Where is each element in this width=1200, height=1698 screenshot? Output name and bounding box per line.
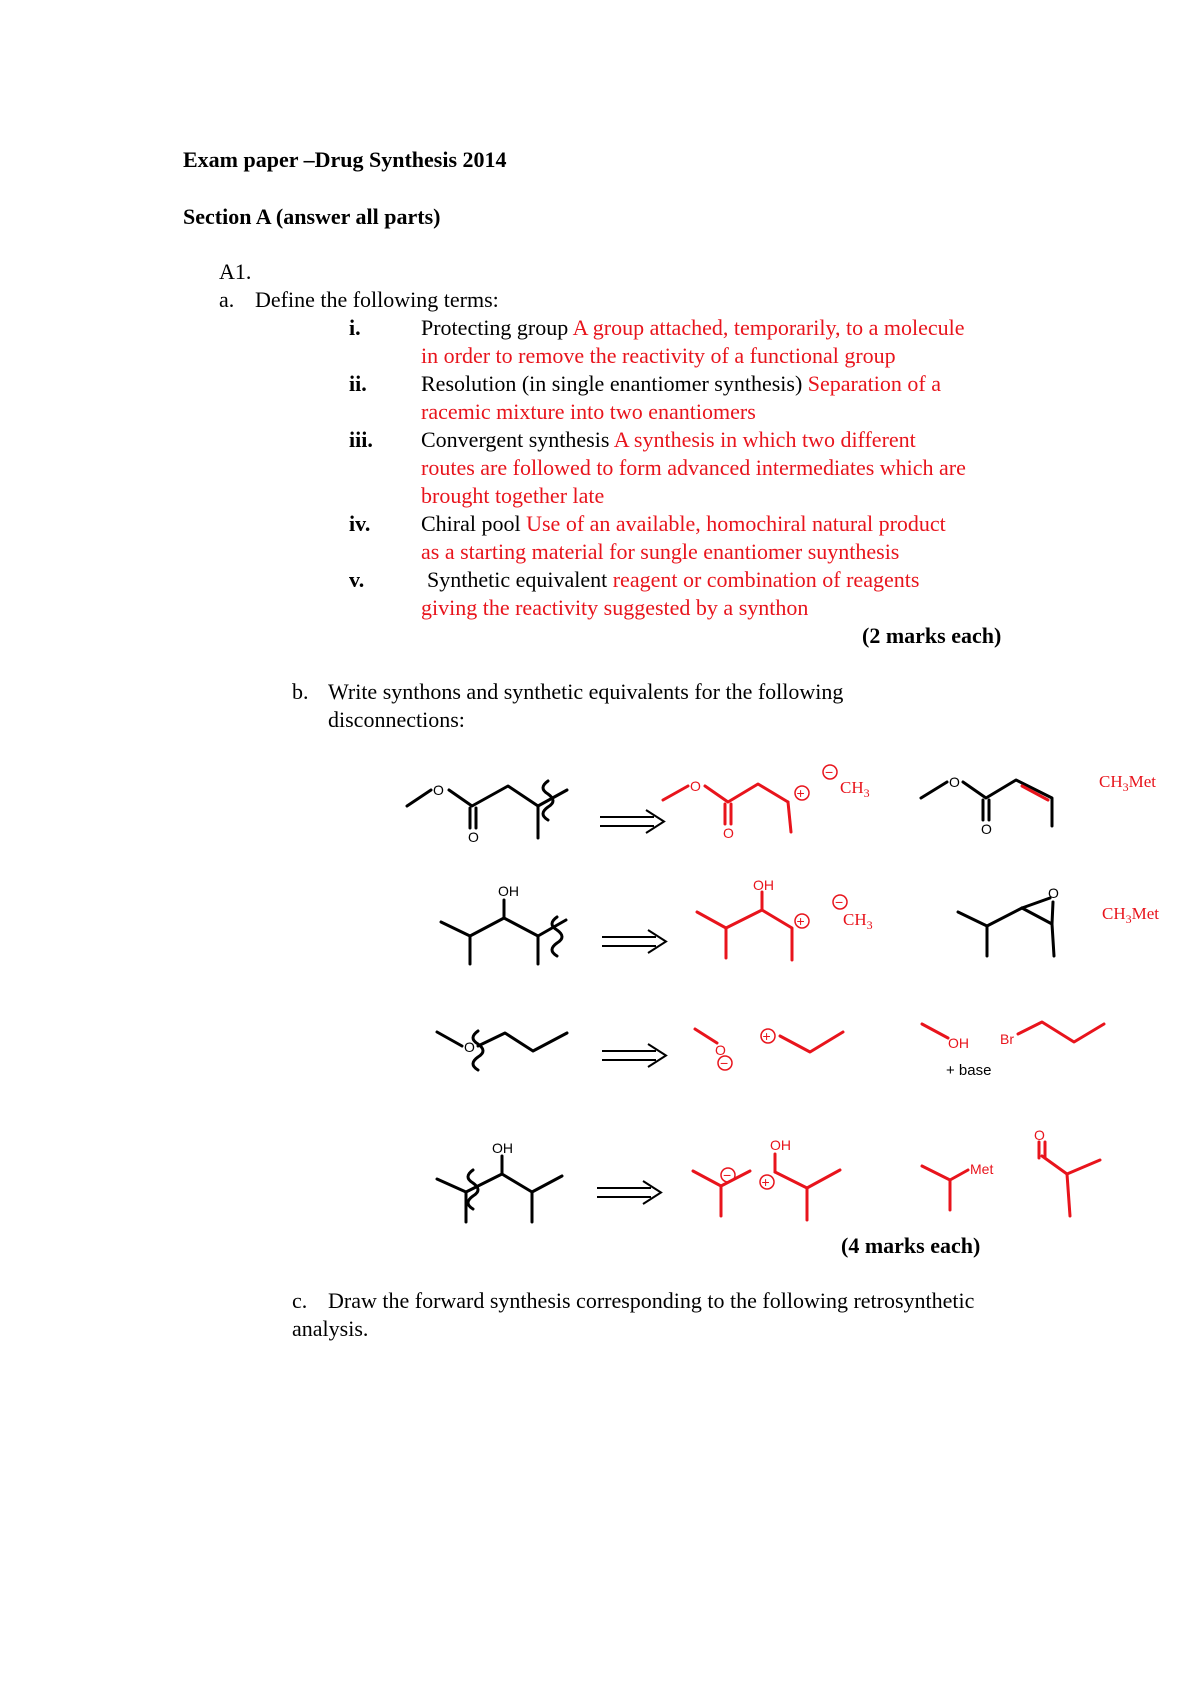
- base-label: + base: [946, 1062, 992, 1079]
- part-b-label: b.: [292, 679, 309, 704]
- oxygen-label: O: [981, 821, 992, 837]
- marks-label: (4 marks each): [841, 1233, 981, 1258]
- plus-sign: +: [761, 1174, 770, 1190]
- retro-arrow: [597, 1181, 661, 1204]
- oxygen-label: O: [468, 829, 479, 845]
- part-b-prompt: disconnections:: [328, 707, 465, 732]
- oxygen-label: O: [690, 778, 701, 794]
- definition-answer: A group attached, temporarily, to a molecule: [572, 315, 965, 340]
- oxygen-label: O: [715, 1042, 726, 1058]
- oxygen-label: O: [723, 825, 734, 841]
- row4-cation-synthon: [760, 1137, 840, 1220]
- term: Convergent synthesis: [421, 427, 610, 452]
- definition-answer: racemic mixture into two enantiomers: [421, 399, 756, 424]
- hydroxyl-label: OH: [770, 1137, 791, 1153]
- plus-sign: +: [796, 913, 805, 929]
- term: Resolution (in single enantiomer synthesis): [421, 371, 803, 396]
- term: Protecting group: [421, 315, 569, 340]
- part-b-prompt: Write synthons and synthetic equivalents for the following: [328, 679, 844, 704]
- organometallic-reagent: $CH_3Met$: [1102, 904, 1160, 926]
- definition-answer: giving the reactivity suggested by a synthon: [421, 595, 809, 620]
- row1-synthon: [663, 778, 809, 841]
- definition-answer: in order to remove the reactivity of a functional group: [421, 343, 896, 368]
- item-number: i.: [349, 315, 361, 340]
- part-c-prompt: Draw the forward synthesis corresponding to the following retrosynthetic: [328, 1288, 975, 1313]
- plus-sign: +: [762, 1028, 771, 1044]
- minus-sign: −: [825, 764, 834, 780]
- definition-answer: as a starting material for sungle enantiomer suynthesis: [421, 539, 900, 564]
- definition-answer: Separation of a: [807, 371, 941, 396]
- question-id: A1.: [219, 259, 252, 284]
- term: Synthetic equivalent: [427, 567, 608, 592]
- metal-label: Met: [970, 1161, 994, 1177]
- term: Chiral pool: [421, 511, 521, 536]
- bromine-label: Br: [1000, 1031, 1014, 1047]
- hydroxyl-label: OH: [948, 1035, 969, 1051]
- part-a-prompt: Define the following terms:: [255, 287, 499, 312]
- hydroxyl-label: OH: [492, 1140, 513, 1156]
- definition-answer: brought together late: [421, 483, 605, 508]
- definition-answer: Use of an available, homochiral natural product: [526, 511, 946, 536]
- minus-sign: −: [720, 1055, 729, 1071]
- row4-aldehyde-equivalent: [1034, 1127, 1100, 1216]
- methyl-label: $CH_3$: [843, 910, 873, 932]
- marks-label: (2 marks each): [862, 623, 1002, 648]
- row2-target-alcohol: [441, 883, 566, 964]
- row4-target-alcohol: [437, 1140, 562, 1222]
- oxygen-label: O: [949, 774, 960, 790]
- organometallic-reagent: $CH_3Met$: [1099, 772, 1157, 794]
- retro-arrow: [602, 930, 666, 953]
- doc-title: Exam paper –Drug Synthesis 2014: [183, 147, 507, 172]
- item-number: iv.: [349, 511, 371, 536]
- item-number: ii.: [349, 371, 367, 396]
- item-number: v.: [349, 567, 365, 592]
- row1-methyl-anion: [823, 764, 870, 800]
- item-number: iii.: [349, 427, 373, 452]
- row4-anion-synthon: [693, 1167, 750, 1216]
- retro-arrow: [602, 1044, 666, 1067]
- oxygen-label: O: [464, 1039, 475, 1055]
- row1-equivalent-alkene: [921, 774, 1052, 837]
- section-heading: Section A (answer all parts): [183, 204, 441, 229]
- row1-target-molecule: [407, 781, 567, 845]
- part-c-label: c.: [292, 1288, 308, 1313]
- definition-answer: routes are followed to form advanced intermediates which are: [421, 455, 966, 480]
- oxygen-label: O: [433, 782, 444, 798]
- part-c-prompt: analysis.: [292, 1316, 369, 1341]
- definition-answer: A synthesis in which two different: [613, 427, 916, 452]
- row3-bromide-equivalent: [1000, 1022, 1104, 1047]
- oxygen-label: O: [1048, 885, 1059, 901]
- row3-cation-synthon: [761, 1028, 843, 1052]
- row2-equivalent-epoxide: [958, 885, 1059, 956]
- part-a-label: a.: [219, 287, 235, 312]
- hydroxyl-label: OH: [498, 883, 519, 899]
- row4-organometallic-equivalent: [922, 1161, 993, 1210]
- row3-alkoxide-synthon: [695, 1029, 732, 1071]
- definition-answer: reagent or combination of reagents: [612, 567, 920, 592]
- oxygen-label: O: [1034, 1127, 1045, 1143]
- row2-methyl-anion: [833, 894, 873, 932]
- minus-sign: −: [835, 894, 844, 910]
- retro-arrow: [600, 810, 664, 833]
- row3-target-ether: [437, 1031, 567, 1070]
- methyl-label: $CH_3$: [840, 778, 870, 800]
- row3-methanol-equivalent: [922, 1024, 991, 1079]
- row2-synthon: [697, 877, 809, 960]
- plus-sign: +: [796, 785, 805, 801]
- minus-sign: −: [723, 1167, 732, 1183]
- hydroxyl-label: OH: [753, 877, 774, 893]
